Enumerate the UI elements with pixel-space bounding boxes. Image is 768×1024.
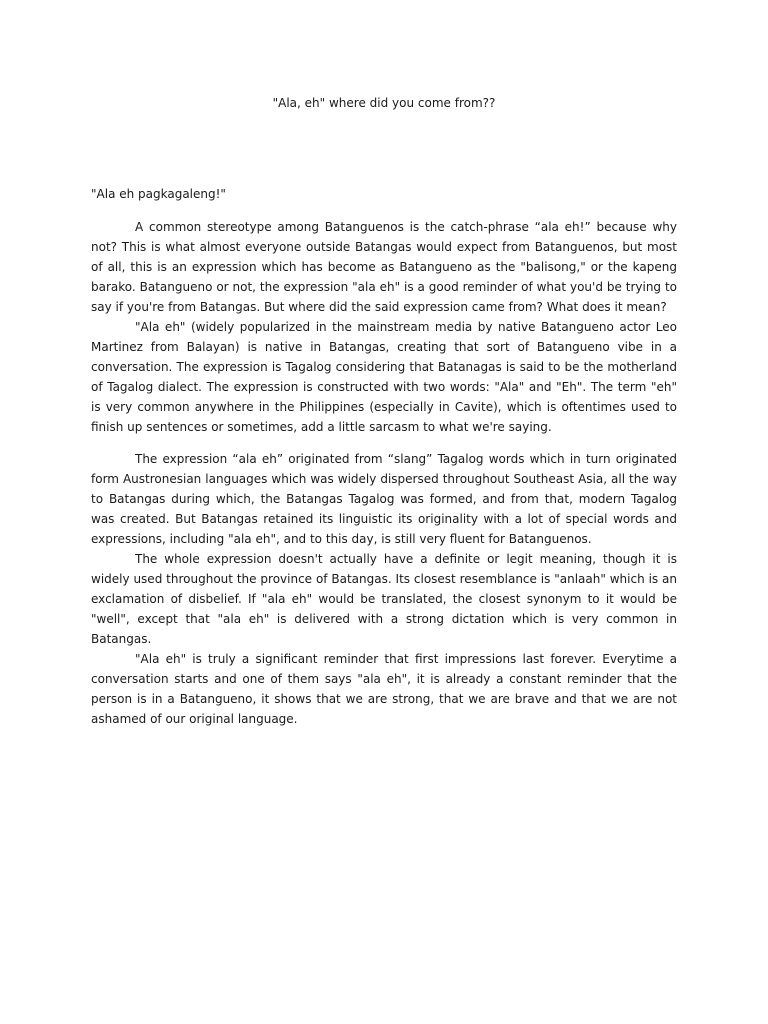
paragraph-3: The expression “ala eh” originated from “slang” Tagalog words which in turn originated form Austronesian languages which was widely dispersed throughout Southeast Asia, all the way to Batangas during which, the Batangas Tagalog was formed, and from that, modern Tagalog was created. But Batangas retained its linguistic its originality with a lot of special words and expressions, including "ala eh", and to this day, is still very fluent for Batanguenos. xyxy=(91,452,677,546)
document-title: "Ala, eh" where did you come from?? xyxy=(272,96,496,110)
document-subtitle: "Ala eh pagkagaleng!" xyxy=(91,187,226,201)
document-body xyxy=(91,217,677,729)
paragraph-2: "Ala eh" (widely popularized in the mainstream media by native Batangueno actor Leo Martinez from Balayan) is native in Batangas, creating that sort of Batangueno vibe in a conversation. The expression is Tagalog considering that Batanagas is said to be the motherland of Tagalog dialect. The expression is constructed with two words: "Ala" and "Eh". The term "eh" is very common anywhere in the Philippines (especially in Cavite), which is oftentimes used to finish up sentences or sometimes, add a little sarcasm to what we're saying. xyxy=(91,320,677,434)
paragraph-1: A common stereotype among Batanguenos is the catch-phrase “ala eh!” because why not? This is what almost everyone outside Batangas would expect from Batanguenos, but most of all, this is an expression which has become as Batangueno as the "balisong," or the kapeng barako. Batangueno or not, the expression "ala eh" is a good reminder of what you'd be trying to say if you're from Batangas. But where did the said expression came from? What does it mean? xyxy=(91,220,677,314)
paragraph-4: The whole expression doesn't actually have a definite or legit meaning, though it is widely used throughout the province of Batangas. Its closest resemblance is "anlaah" which is an exclamation of disbelief. If "ala eh" would be translated, the closest synonym to it would be "well", except that "ala eh" is delivered with a strong dictation which is very common in Batangas. xyxy=(91,552,677,646)
paragraph-5: "Ala eh" is truly a significant reminder that first impressions last forever. Everytime a conversation starts and one of them says "ala eh", it is already a constant reminder that the person is in a Batangueno, it shows that we are strong, that we are brave and that we are not ashamed of our original language. xyxy=(91,652,677,726)
